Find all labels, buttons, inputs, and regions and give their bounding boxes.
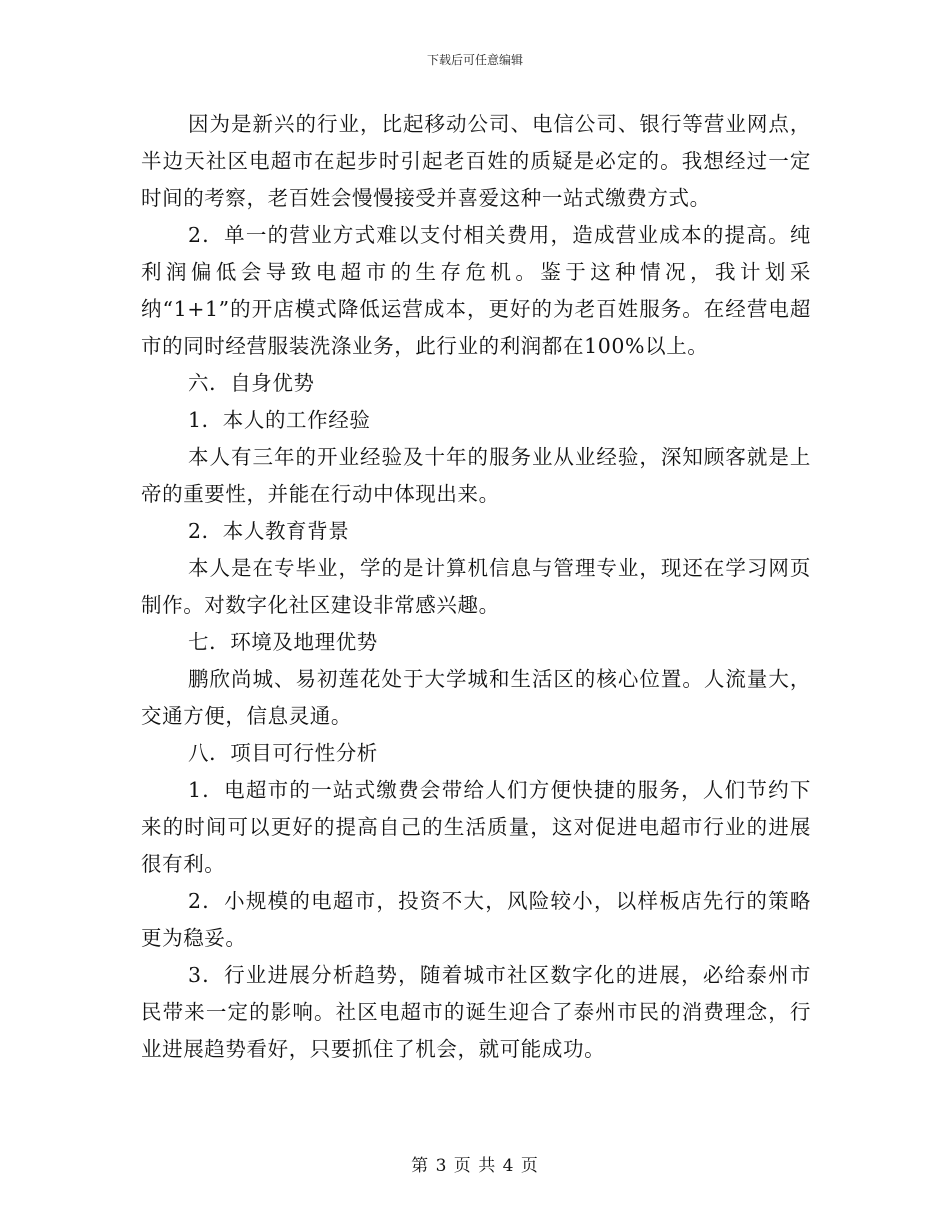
page-header: 下载后可任意编辑 (426, 53, 523, 67)
page-footer: 第 3 页 共 4 页 (411, 1156, 539, 1176)
paragraph-feasibility-3: 3．行业进展分析趋势，随着城市社区数字化的进展，必给泰州市民带来一定的影响。社区电超市的诞生迎合了泰州市民的消费理念，行业进展趋势看好，只要抓住了机会，就可能成功。 (141, 963, 811, 1061)
section-heading-feasibility: 八．项目可行性分析 (188, 741, 378, 765)
paragraph-feasibility-1: 1．电超市的一站式缴费会带给人们方便快捷的服务，人们节约下来的时间可以更好的提高自己的生活质量，这对促进电超市行业的进展很有利。 (141, 778, 811, 876)
section-heading-location: 七．环境及地理优势 (188, 630, 378, 654)
subheading-education: 2．本人教育背景 (188, 519, 350, 543)
paragraph-cost-problem: 2．单一的营业方式难以支付相关费用，造成营业成本的提高。纯利润偏低会导致电超市的生存危机。鉴于这种情况，我计划采纳“1+1”的开店模式降低运营成本，更好的为老百姓服务。在经营电超市的同时经营服装洗涤业务，此行业的利润都在100%以上。 (141, 223, 811, 358)
subheading-work-experience: 1．本人的工作经验 (188, 408, 371, 432)
document-body (141, 106, 811, 1068)
section-heading-advantages: 六．自身优势 (188, 371, 315, 395)
paragraph-feasibility-2: 2．小规模的电超市，投资不大，风险较小，以样板店先行的策略更为稳妥。 (141, 889, 811, 950)
paragraph-education: 本人是在专毕业，学的是计算机信息与管理专业，现还在学习网页制作。对数字化社区建设非常感兴趣。 (141, 556, 811, 617)
paragraph-work-experience: 本人有三年的开业经验及十年的服务业从业经验，深知顾客就是上帝的重要性，并能在行动中体现出来。 (141, 445, 811, 506)
paragraph-new-industry: 因为是新兴的行业，比起移动公司、电信公司、银行等营业网点，半边天社区电超市在起步时引起老百姓的质疑是必定的。我想经过一定时间的考察，老百姓会慢慢接受并喜爱这种一站式缴费方式。 (141, 112, 811, 210)
paragraph-location: 鹏欣尚城、易初莲花处于大学城和生活区的核心位置。人流量大，交通方便，信息灵通。 (141, 667, 811, 728)
